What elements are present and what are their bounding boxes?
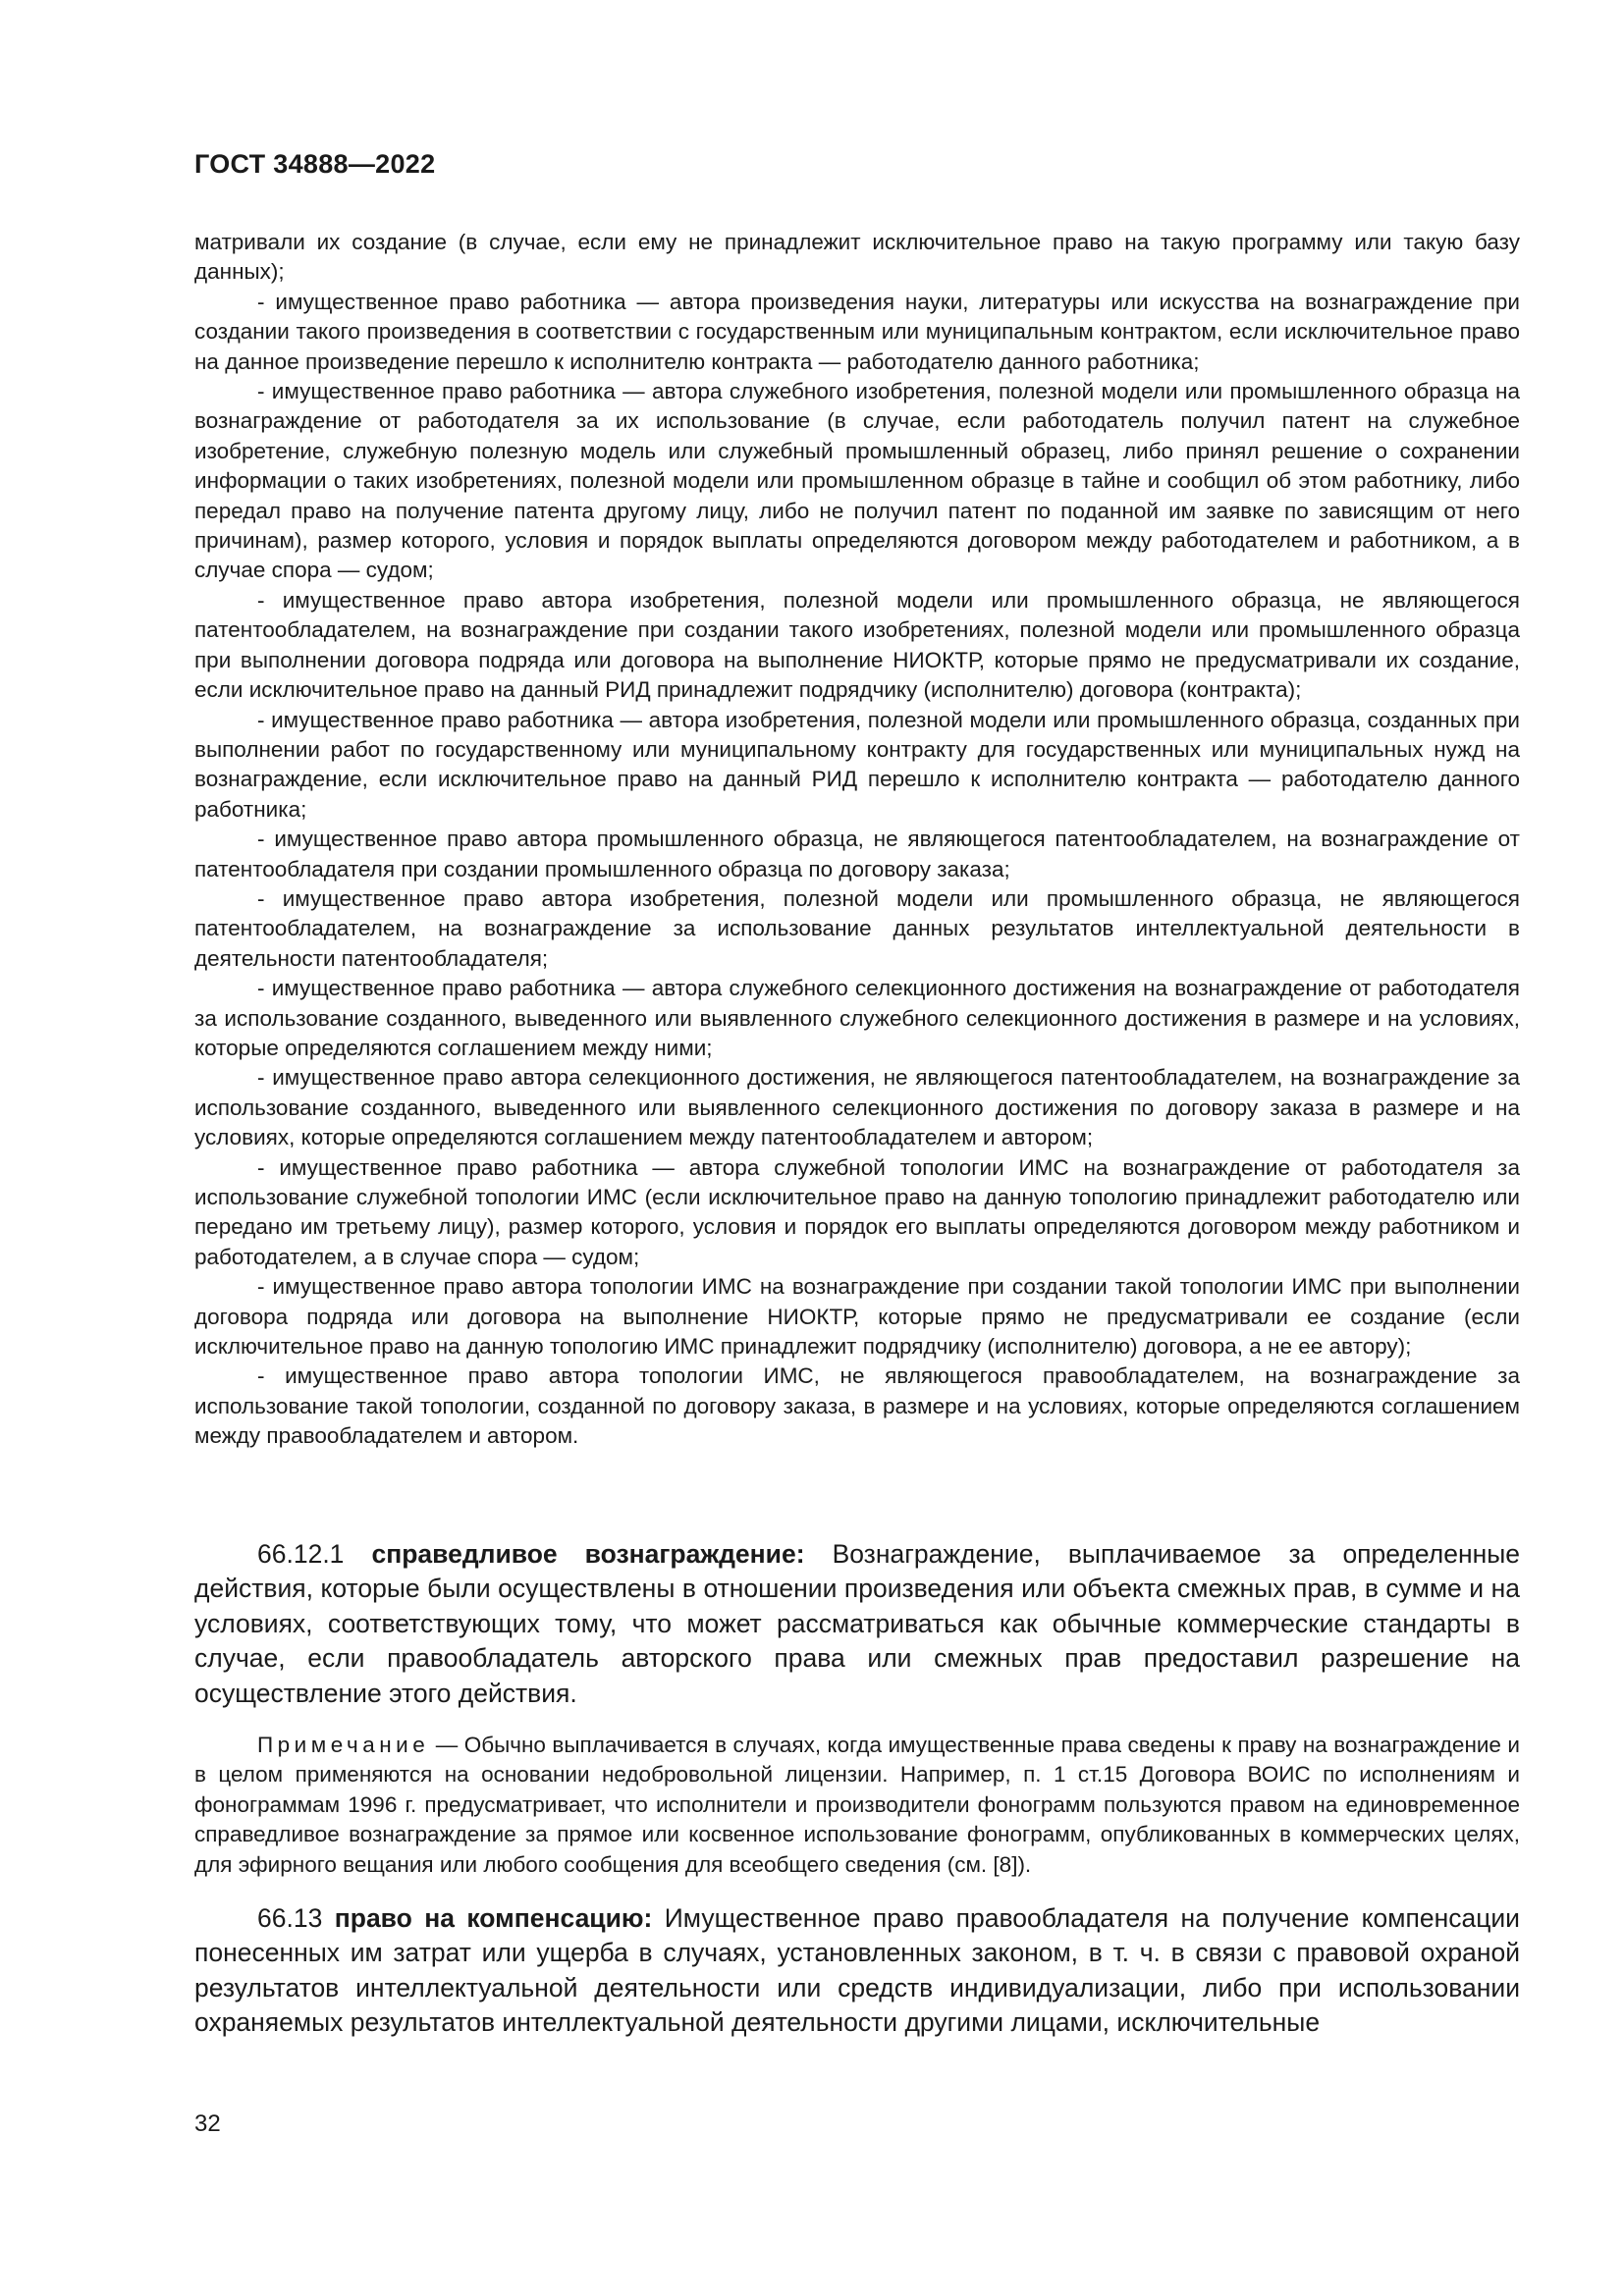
definition-term: справедливое вознаграждение: <box>371 1539 805 1569</box>
list-item: - имущественное право автора изобретения, полезной модели или промышленного образца, не являющегося патентообладателем, на вознаграждение за использование данных результатов интеллектуальной деятельности в деятельности патентообладателя; <box>194 885 1520 971</box>
definition-66-12-1 <box>194 1537 1520 1711</box>
page-number: 32 <box>194 2110 221 2137</box>
definition-number: 66.13 <box>257 1903 323 1934</box>
list-item: - имущественное право работника — автора служебного изобретения, полезной модели или промышленного образца на вознаграждение от работодателя за их использование (в случае, если работодатель получил патент на служебное изобретение, служебную полезную модель или служебный промышленный образец, либо принял решение о сохранении информации о таких изобретениях, полезной модели или промышленном образце в тайне и сообщил об этом работнику, либо передал право на получение патента другому лицу, либо не получил патент по поданной им заявке по зависящим от него причинам), размер которого, условия и порядок выплаты определяются договором между работодателем и работником, а в случае спора — судом; <box>194 379 1520 583</box>
definition-text: Имущественное право правообладателя на получение компенсации понесенных им затрат или ущерба в случаях, установленных законом, в т. ч. в связи с правовой охраной результатов интеллектуальной деятельности или средств индивидуализации, либо при использовании охраняемых результатов интеллектуальной деятельности другими лицами, исключительные <box>194 1903 1520 2038</box>
definition-text: Вознаграждение, выплачиваемое за определенные действия, которые были осуществлены в отношении произведения или объекта смежных прав, в сумме и на условиях, соответствующих тому, что может рассматриваться как обычные коммерческие стандарты в случае, если правообладатель авторского права или смежных прав предоставил разрешение на осуществление этого действия. <box>194 1539 1521 1708</box>
note-text: — Обычно выплачивается в случаях, когда имущественные права сведены к праву на вознаграждение и в целом применяются на основании недобровольной лицензии. Например, п. 1 ст.15 Договора ВОИС по исполнениям и фонограммам 1996 г. предусматривает, что исполнители и производители фонограмм пользуются правом на единовременное справедливое вознаграждение за прямое или косвенное использование фонограмм, опубликованных в коммерческих целях, для эфирного вещания или любого сообщения для всеобщего сведения (см. [8]). <box>194 1733 1520 1877</box>
list-item: - имущественное право работника — автора изобретения, полезной модели или промышленного образца, созданных при выполнении работ по государственному или муниципальному контракту для государственных или муниципальных нужд на вознаграждение, если исключительное право на данный РИД перешло к исполнителю контракта — работодателю данного работника; <box>194 707 1520 822</box>
list-item: - имущественное право работника — автора произведения науки, литературы или искусства на вознаграждение при создании такого произведения в соответствии с государственным или муниципальным контрактом, если исключительное право на данное произведение перешло к исполнителю контракта — работодателю данного работника; <box>194 289 1520 374</box>
list-item: - имущественное право работника — автора служебной топологии ИМС на вознаграждение от работодателя за использование служебной топологии ИМС (если исключительное право на данную топологию принадлежит работодателю или передано им третьему лицу), размер которого, условия и порядок его выплаты определяются договором между работником и работодателем, а в случае спора — судом; <box>194 1154 1520 1269</box>
list-item: - имущественное право автора промышленного образца, не являющегося патентообладателем, на вознаграждение от патентообладателя при создании промышленного образца по договору заказа; <box>194 827 1520 881</box>
list-item: - имущественное право работника — автора служебного селекционного достижения на вознаграждение от работодателя за использование созданного, выведенного или выявленного служебного селекционного достижения в размере и на условиях, которые определяются соглашением между ними; <box>194 976 1520 1060</box>
list-item: матривали их создание (в случае, если ему не принадлежит исключительное право на такую программу или такую базу данных); <box>194 230 1520 285</box>
definition-term: право на компенсацию: <box>334 1903 653 1934</box>
list-item: - имущественное право автора топологии ИМС на вознаграждение при создании такой топологии ИМС при выполнении договора подряда или договора на выполнение НИОКТР, которые прямо не предусматривали ее создание (если исключительное право на данную топологию ИМС принадлежит подрядчику (исполнителю) договора, а не ее автору); <box>194 1274 1520 1360</box>
list-item: - имущественное право автора топологии ИМС, не являющегося правообладателем, на вознаграждение за использование такой топологии, созданной по договору заказа, в размере и на условиях, которые определяются соглашением между правообладателем и автором. <box>194 1363 1520 1449</box>
definition-number: 66.12.1 <box>257 1539 345 1569</box>
document-header: ГОСТ 34888—2022 <box>194 149 436 179</box>
list-item: - имущественное право автора изобретения, полезной модели или промышленного образца, не являющегося патентообладателем, на вознаграждение при создании такого изобретениях, полезной модели или промышленного образца при выполнении договора подряда или договора на выполнение НИОКТР, которые прямо не предусматривали их создание, если исключительное право на данный РИД принадлежит подрядчику (исполнителю) договора (контракта); <box>194 587 1520 703</box>
note-label: Примечание <box>257 1733 430 1758</box>
definition-66-13 <box>194 1901 1520 2041</box>
note <box>194 1731 1520 1880</box>
list-item: - имущественное право автора селекционного достижения, не являющегося патентообладателем, на вознаграждение за использование созданного, выведенного или выявленного селекционного достижения по договору заказа в размере и на условиях, которые определяются соглашением между патентообладателем и автором; <box>194 1065 1520 1150</box>
rights-list <box>194 228 1520 1452</box>
definitions-section <box>194 1537 1520 2041</box>
